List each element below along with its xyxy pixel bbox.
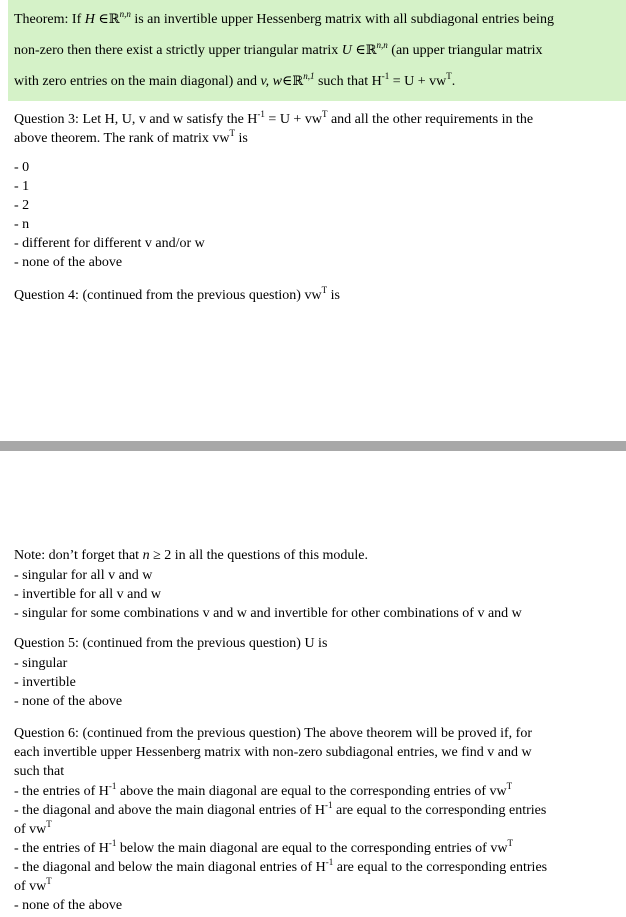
- q4-text: Question 4: (continued from the previous question) vw: [14, 288, 322, 303]
- question-6: [14, 724, 620, 781]
- dims-nn: n,n: [119, 9, 131, 19]
- symbol-reals: ℝ: [108, 12, 120, 27]
- q3-options: [14, 158, 620, 272]
- q6-inv-4: -1: [325, 857, 334, 867]
- q6-inv-3: -1: [108, 838, 117, 848]
- q6-opt2-c: of vw: [14, 822, 47, 837]
- q6-opt3-b: below the main diagonal are equal to the corresponding entries of vw: [116, 841, 508, 856]
- transpose-sup: T: [446, 71, 452, 81]
- q6-opt2-a: - the diagonal and above the main diagonal entries of H: [14, 803, 326, 818]
- symbol-in-3: ∈: [282, 74, 293, 89]
- q5-option[interactable]: - singular: [14, 656, 68, 671]
- q3-text-2a: above theorem. The rank of matrix vw: [14, 131, 230, 146]
- q3-text-1c: and all the other requirements in the: [327, 112, 534, 127]
- q6-t-1: T: [506, 781, 513, 791]
- theorem-line-1: [14, 4, 620, 35]
- q5-option[interactable]: - none of the above: [14, 694, 123, 709]
- theorem-end: .: [451, 74, 456, 89]
- q6-option-2-cont: [14, 820, 620, 839]
- q4-options: [14, 566, 620, 623]
- q3-option[interactable]: - different for different v and/or w: [14, 236, 205, 251]
- note-prefix: Note: don’t forget that: [14, 548, 143, 563]
- symbol-reals-3: ℝ: [292, 74, 304, 89]
- symbol-vw: v, w: [260, 74, 282, 89]
- q4-option[interactable]: - singular for some combinations v and w and invertible for other combinations of v and w: [14, 606, 522, 621]
- q3-text-1b: = U + vw: [264, 112, 322, 127]
- question-3: [14, 110, 620, 148]
- q3-text-1a: Question 3: Let H, U, v and w satisfy the H: [14, 112, 258, 127]
- q6-option-4-cont: [14, 877, 620, 896]
- q6-inv-2: -1: [325, 800, 333, 810]
- q3-line-1: [14, 110, 620, 129]
- q6-opt3-a: - the entries of H: [14, 841, 109, 856]
- theorem-text-5: such that H: [317, 74, 382, 89]
- q3-option[interactable]: - 0: [14, 160, 30, 175]
- q5-option[interactable]: - invertible: [14, 675, 76, 690]
- q6-option-4[interactable]: [14, 858, 620, 877]
- dims-nn-2: n,n: [376, 40, 388, 50]
- q6-options: [14, 782, 620, 915]
- note: [14, 546, 620, 565]
- q6-opt2-b: are equal to the corresponding entries: [332, 803, 547, 818]
- page-divider: [0, 441, 626, 451]
- q6-opt1-a: - the entries of H: [14, 784, 109, 799]
- theorem-text-2: non-zero then there exist a strictly upper triangular matrix: [14, 43, 339, 58]
- q6-opt4-b: are equal to the corresponding entries: [333, 860, 548, 875]
- q6-option-1[interactable]: [14, 782, 620, 801]
- q3-text-2b: is: [235, 131, 248, 146]
- q6-t-2: T: [46, 819, 52, 829]
- q3-option[interactable]: - none of the above: [14, 255, 123, 270]
- symbol-reals-2: ℝ: [365, 43, 377, 58]
- theorem-text-1: is an invertible upper Hessenberg matrix with all subdiagonal entries being: [134, 12, 554, 27]
- theorem-text-4: with zero entries on the main diagonal) and: [14, 74, 257, 89]
- q4-transpose-sup: T: [321, 285, 328, 295]
- symbol-in: ∈: [98, 12, 109, 27]
- theorem-text-3: (an upper triangular matrix: [391, 43, 543, 58]
- q3-transpose-sup-2: T: [229, 128, 236, 138]
- theorem-prefix: Theorem: If: [14, 12, 82, 27]
- q4-option[interactable]: - invertible for all v and w: [14, 587, 161, 602]
- q6-option-5[interactable]: - none of the above: [14, 898, 123, 913]
- note-ge: ≥ 2: [149, 548, 172, 563]
- theorem-line-2: [14, 35, 620, 66]
- q4-option[interactable]: - singular for all v and w: [14, 568, 153, 583]
- note-n: n: [142, 548, 150, 563]
- q6-t-3: T: [507, 838, 513, 848]
- note-suffix: in all the questions of this module.: [171, 548, 369, 563]
- question-4: [14, 286, 620, 305]
- q5-text: Question 5: (continued from the previous question) U is: [14, 636, 328, 651]
- q3-option[interactable]: - n: [14, 217, 30, 232]
- q6-line-3: such that: [14, 764, 65, 779]
- theorem-text-6: = U + vw: [389, 74, 447, 89]
- q6-line-2: each invertible upper Hessenberg matrix with non-zero subdiagonal entries, we find v and w: [14, 745, 532, 760]
- q3-transpose-sup: T: [321, 109, 328, 119]
- theorem-box: [8, 0, 626, 101]
- symbol-H: H: [84, 12, 95, 27]
- q6-option-2[interactable]: [14, 801, 620, 820]
- q4-suffix: is: [327, 288, 340, 303]
- q6-inv-1: -1: [108, 781, 117, 791]
- q6-line-1: Question 6: (continued from the previous question) The above theorem will be proved if, for: [14, 726, 532, 741]
- symbol-U: U: [341, 43, 352, 58]
- q6-t-4: T: [46, 876, 52, 886]
- theorem-line-3: [14, 66, 620, 97]
- q3-option[interactable]: - 2: [14, 198, 30, 213]
- q3-line-2: [14, 129, 620, 148]
- q6-option-3[interactable]: [14, 839, 620, 858]
- q6-opt1-b: above the main diagonal are equal to the corresponding entries of vw: [116, 784, 507, 799]
- question-5: [14, 634, 620, 653]
- q3-inverse-sup: -1: [257, 109, 265, 119]
- dims-n1: n,1: [303, 71, 315, 81]
- q5-options: [14, 654, 620, 711]
- symbol-in-2: ∈: [355, 43, 366, 58]
- inverse-sup: -1: [381, 71, 390, 81]
- q3-option[interactable]: - 1: [14, 179, 30, 194]
- q6-opt4-c: of vw: [14, 879, 47, 894]
- q6-opt4-a: - the diagonal and below the main diagonal entries of H: [14, 860, 326, 875]
